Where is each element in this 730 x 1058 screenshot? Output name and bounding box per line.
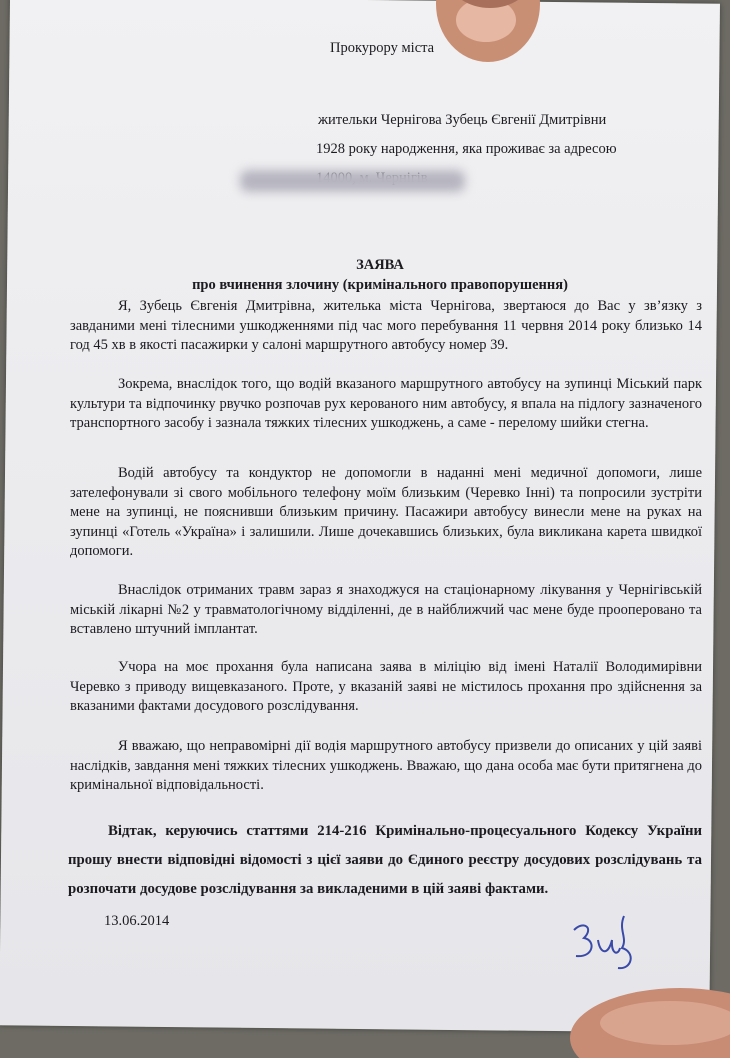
document-title: ЗАЯВА bbox=[356, 257, 404, 273]
paragraph-6: Я вважаю, що неправомірні дії водія маршрутного автобусу призвели до описаних у цій заяві наслідків, завдання мені тяжких тілесних ушкоджень. Вважаю, що дана особа має бути притягнена до кримінальної відповідальності. bbox=[70, 738, 702, 793]
paragraph-3: Водій автобусу та кондуктор не допомогли в наданні мені медичної допомоги, лише зателефонували зі свого мобільного телефону моїм близьким (Черевко Інні) та попросили зустріти мене на зупинці, не пояснивши близьким причину. Пасажири автобусу винесли мене на руках на зупинці «Готель «Україна» і залишили. Лише дочекавшись близьких, була викликана карета швидкої допомоги. bbox=[70, 465, 702, 559]
paragraph-4: Внаслідок отриманих травм зараз я знаходжуся на стаціонарному лікування у Чернігівській міській лікарні №2 у травматологічному відділенні, де в найближчий час мене буде прооперовано та вставлено штучний імплантат. bbox=[70, 582, 702, 637]
document-date: 13.06.2014 bbox=[104, 913, 170, 929]
applicant-birth: 1928 року народження, яка проживає за адресою bbox=[316, 141, 617, 157]
paragraph-2: Зокрема, внаслідок того, що водій вказаного маршрутного автобусу на зупинці Міський парк культури та відпочинку рвучко розпочав рух керованого ним автобусу, я впала на підлогу зазначеного транспортного засобу і зазнала тяжких тілесних ушкоджень, а саме - перелому шийки стегна. bbox=[70, 376, 702, 431]
paragraph-1: Я, Зубець Євгенія Дмитрівна, жителька міста Чернігова, звертаюся до Вас у зв’язку з завданими мені тілесними ушкодженнями під час мого перебування 11 червня 2014 року близько 14 год 45 хв в якості пасажирки у салоні маршрутного автобусу номер 39. bbox=[70, 298, 702, 353]
applicant-name: жительки Чернігова Зубець Євгенії Дмитрівни bbox=[318, 112, 607, 128]
final-request: Відтак, керуючись статтями 214-216 Кримінально-процесуального Кодексу України прошу внести відповідні відомості з цієї заяви до Єдиного реєстру досудових розслідувань та розпочати досудове розслідування за викладеними в цій заяві фактами. bbox=[68, 823, 702, 897]
thumb-photo bbox=[420, 0, 550, 80]
document-subtitle: про вчинення злочину (кримінального правопорушення) bbox=[192, 277, 568, 293]
paragraph-5: Учора на моє прохання була написана заява в міліцію від імені Наталії Володимирівни Черевко з приводу вищевказаного. Проте, у вказаній заяві не містилось прохання про здійснення за вказаними фактами досудового розслідування. bbox=[70, 659, 702, 714]
redacted-address bbox=[240, 170, 465, 192]
recipient: Прокурору міста bbox=[330, 40, 435, 56]
hand-photo bbox=[560, 968, 730, 1058]
